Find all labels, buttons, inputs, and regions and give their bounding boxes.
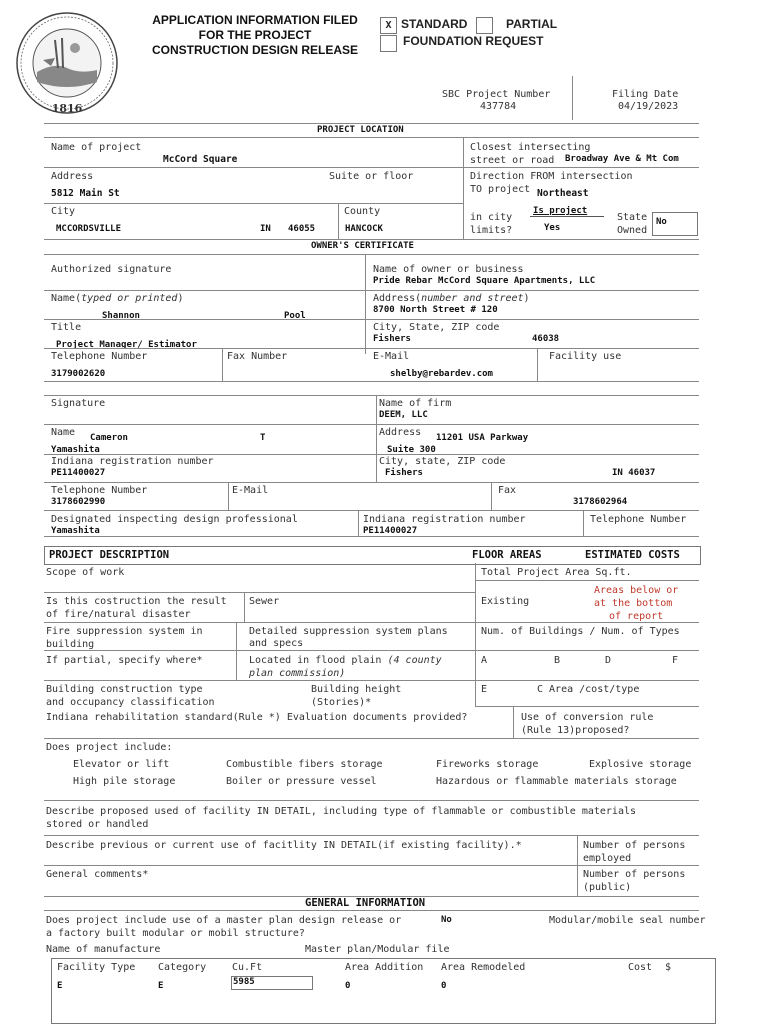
filing-value: 04/19/2023 xyxy=(618,101,679,112)
auth-sig-label: Authorized signature xyxy=(51,264,172,275)
firm-name-field[interactable]: DEEM, LLC xyxy=(379,410,428,420)
detailed-plans-label-2: and specs xyxy=(249,638,304,649)
areas-note-3: of report xyxy=(609,611,664,622)
owner-phone-label: Telephone Number xyxy=(51,351,148,362)
svg-text:1816: 1816 xyxy=(51,102,83,115)
location-heading: PROJECT LOCATION xyxy=(317,125,404,135)
area-col-a: A xyxy=(481,655,488,666)
owner-phone-field[interactable]: 3179002620 xyxy=(51,369,106,379)
owner-title-field[interactable]: Project Manager/ Estimator xyxy=(56,340,197,350)
state-field[interactable]: IN xyxy=(260,224,271,234)
master-plan-label-2: a factory built modular or mobil structure? xyxy=(46,928,305,939)
designer-address-field-1[interactable]: 11201 USA Parkway xyxy=(436,433,529,443)
general-heading: GENERAL INFORMATION xyxy=(305,897,426,909)
foundation-label: FOUNDATION REQUEST xyxy=(403,34,544,48)
num-buildings-label: Num. of Buildings / Num. of Types xyxy=(481,626,680,637)
fire-suppression-label-1: Fire suppression system in xyxy=(46,626,203,637)
flood-plain-label: Located in flood plain (4 county xyxy=(249,655,442,666)
master-plan-label-1: Does project include use of a master plan design release or xyxy=(46,915,402,926)
city-field[interactable]: MCCORDSVILLE xyxy=(56,224,122,234)
inspector-phone-label: Telephone Number xyxy=(590,514,687,525)
suite-label: Suite or floor xyxy=(329,171,414,182)
address-field[interactable]: 5812 Main St xyxy=(51,188,120,199)
areas-note-2: at the bottom xyxy=(594,598,673,609)
th-facility-type: Facility Type xyxy=(57,962,136,973)
owner-email-label: E-Mail xyxy=(373,351,410,362)
foundation-checkbox[interactable] xyxy=(380,35,397,52)
master-file-label: Master plan/Modular file xyxy=(305,944,450,955)
inspector-reg-label: Indiana registration number xyxy=(363,514,526,525)
title-line-1: APPLICATION INFORMATION FILED xyxy=(152,13,358,27)
conversion-label-2: (Rule 13)proposed? xyxy=(521,725,630,736)
rehab-label: Indiana rehabilitation standard(Rule *) Evaluation documents provided? xyxy=(46,712,468,723)
description-heading: PROJECT DESCRIPTION xyxy=(49,549,170,561)
designer-name-label: Name xyxy=(51,427,76,438)
th-area-remodeled: Area Remodeled xyxy=(441,962,526,973)
existing-label: Existing xyxy=(481,596,530,607)
designer-last-name-field[interactable]: Yamashita xyxy=(51,445,100,455)
owner-email-field[interactable]: shelby@rebardev.com xyxy=(390,369,493,379)
county-field[interactable]: HANCOCK xyxy=(345,224,383,234)
address-label: Address xyxy=(51,171,94,182)
is-project-label: Is project xyxy=(533,206,588,216)
closest-label-1: Closest intersecting xyxy=(470,142,591,153)
designer-city-field[interactable]: Fishers xyxy=(385,468,423,478)
owner-csz-label: City, State, ZIP code xyxy=(373,322,500,333)
designer-fax-field[interactable]: 3178602964 xyxy=(573,497,628,507)
height-label-1: Building height xyxy=(311,684,402,695)
include-hazardous[interactable]: Hazardous or flammable materials storage xyxy=(436,776,677,787)
th-cost: Cost xyxy=(628,962,653,973)
state-seal xyxy=(15,10,119,116)
zip-field[interactable]: 46055 xyxy=(288,224,316,234)
include-label: Does project include: xyxy=(46,742,173,753)
partial-label: PARTIAL xyxy=(506,17,558,31)
construction-type-label-1: Building construction type xyxy=(46,684,203,695)
title-line-3: CONSTRUCTION DESIGN RELEASE xyxy=(151,43,358,57)
area-col-b: B xyxy=(554,655,561,666)
sbc-label: SBC Project Number xyxy=(442,89,551,100)
include-elevator[interactable]: Elevator or lift xyxy=(73,759,170,770)
owner-heading: OWNER'S CERTIFICATE xyxy=(311,241,414,251)
estimated-costs-heading: ESTIMATED COSTS xyxy=(585,549,680,561)
filing-label: Filing Date xyxy=(612,89,679,100)
in-city-label-1: in city xyxy=(470,212,513,223)
public-label-2: (public) xyxy=(583,882,632,893)
in-city-field[interactable]: Yes xyxy=(544,223,561,233)
sewer-label: Sewer xyxy=(249,596,280,607)
previous-use-label: Describe previous or current use of facitlity IN DETAIL(if existing facility).* xyxy=(46,840,522,851)
standard-checkbox[interactable]: X xyxy=(380,17,397,34)
th-cost-symbol: $ xyxy=(665,962,672,973)
designer-address-field-2[interactable]: Suite 300 xyxy=(387,445,436,455)
owner-address-field[interactable]: 8700 North Street # 120 xyxy=(373,305,498,315)
state-owned-label-2: Owned xyxy=(617,225,648,236)
manufacture-label: Name of manufacture xyxy=(46,944,161,955)
project-name-label: Name of project xyxy=(51,142,142,153)
direction-label-2: TO project xyxy=(470,184,531,195)
closest-label-2: street or road xyxy=(470,155,555,166)
areas-note-1: Areas below or xyxy=(594,585,679,596)
owner-first-name-field[interactable]: Shannon xyxy=(102,311,140,321)
area-col-f: F xyxy=(672,655,679,666)
employed-label-1: Number of persons xyxy=(583,840,686,851)
owner-fax-label: Fax Number xyxy=(227,351,288,362)
public-label-1: Number of persons xyxy=(583,869,686,880)
designer-phone-field[interactable]: 3178602990 xyxy=(51,497,106,507)
owner-name-typed-label: Name(typed or printed) xyxy=(51,293,184,304)
owner-title-label: Title xyxy=(51,322,82,333)
proposed-use-label-1: Describe proposed used of facility IN DETAIL, including type of flammable or combustible materials xyxy=(46,806,637,817)
comments-label: General comments* xyxy=(46,869,149,880)
conversion-label-1: Use of conversion rule xyxy=(521,712,654,723)
modular-seal-label: Modular/mobile seal number xyxy=(549,915,706,926)
scope-label: Scope of work xyxy=(46,567,125,578)
detailed-plans-label-1: Detailed suppression system plans xyxy=(249,626,448,637)
standard-label: STANDARD xyxy=(401,17,468,31)
designer-reg-field[interactable]: PE11400027 xyxy=(51,468,106,478)
include-high-pile[interactable]: High pile storage xyxy=(73,776,176,787)
fire-suppression-label-2: building xyxy=(46,639,95,650)
employed-label-2: employed xyxy=(583,853,632,864)
owner-name-label: Name of owner or business xyxy=(373,264,524,275)
in-city-label-2: limits? xyxy=(470,225,513,236)
direction-field[interactable]: Northeast xyxy=(537,188,589,199)
td-area-remodeled[interactable]: 0 xyxy=(441,981,447,991)
disaster-label-2: of fire/natural disaster xyxy=(46,609,191,620)
designer-first-name-field[interactable]: Cameron xyxy=(90,433,128,443)
designer-csz-label: City, state, ZIP code xyxy=(379,456,506,467)
designer-phone-label: Telephone Number xyxy=(51,485,148,496)
td-cuft[interactable]: 5985 xyxy=(231,976,313,990)
area-col-e: E xyxy=(481,684,488,695)
designer-signature-label: Signature xyxy=(51,398,106,409)
th-cuft: Cu.Ft xyxy=(232,962,263,973)
state-owned-field[interactable]: No xyxy=(652,212,698,236)
title-line-2: FOR THE PROJECT xyxy=(198,28,312,42)
area-col-d: D xyxy=(605,655,612,666)
floor-areas-heading: FLOOR AREAS xyxy=(472,549,542,561)
firm-name-label: Name of firm xyxy=(379,398,452,409)
designer-address-label: Address xyxy=(379,427,422,438)
master-plan-field[interactable]: No xyxy=(441,915,452,925)
include-fireworks[interactable]: Fireworks storage xyxy=(436,759,539,770)
disaster-label-1: Is this costruction the result xyxy=(46,596,227,607)
height-label-2: (Stories)* xyxy=(311,697,372,708)
construction-type-label-2: and occupancy classification xyxy=(46,697,215,708)
c-area-label: C Area /cost/type xyxy=(537,684,640,695)
county-label: County xyxy=(344,206,381,217)
th-area-addition: Area Addition xyxy=(345,962,424,973)
designer-email-label: E-Mail xyxy=(232,485,269,496)
designer-mi-field[interactable]: T xyxy=(260,433,266,443)
designer-reg-label: Indiana registration number xyxy=(51,456,214,467)
inspector-reg-field[interactable]: PE11400027 xyxy=(363,526,418,536)
facility-use-label: Facility use xyxy=(549,351,622,362)
owner-zip-field[interactable]: 46038 xyxy=(532,334,560,344)
flood-plain-label-2: plan commission) xyxy=(249,668,346,679)
th-category: Category xyxy=(158,962,207,973)
closest-field[interactable]: Broadway Ave & Mt Com xyxy=(565,154,679,164)
owner-city-field[interactable]: Fishers xyxy=(373,334,411,344)
state-owned-label-1: State xyxy=(617,212,648,223)
include-explosive[interactable]: Explosive storage xyxy=(589,759,692,770)
direction-label-1: Direction FROM intersection xyxy=(470,171,633,182)
td-category[interactable]: E xyxy=(158,981,164,991)
td-area-addition[interactable]: 0 xyxy=(345,981,351,991)
designer-fax-label: Fax xyxy=(498,485,517,496)
owner-name-field[interactable]: Pride Rebar McCord Square Apartments, LLC xyxy=(373,276,596,286)
owner-address-label: Address(number and street) xyxy=(373,293,530,304)
designer-state-zip-field[interactable]: IN 46037 xyxy=(612,468,656,478)
td-facility-type[interactable]: E xyxy=(57,981,63,991)
form-title xyxy=(148,13,362,58)
owner-last-name-field[interactable]: Pool xyxy=(284,311,306,321)
include-combustible[interactable]: Combustible fibers storage xyxy=(226,759,383,770)
inspector-label: Designated inspecting design professional xyxy=(51,514,298,525)
partial-specify-label: If partial, specify where* xyxy=(46,655,203,666)
total-area-label: Total Project Area Sq.ft. xyxy=(481,567,632,578)
project-name-field[interactable]: McCord Square xyxy=(163,154,238,165)
city-label: City xyxy=(51,206,76,217)
inspector-field[interactable]: Yamashita xyxy=(51,526,100,536)
partial-checkbox[interactable] xyxy=(476,17,493,34)
sbc-value: 437784 xyxy=(480,101,517,112)
include-boiler[interactable]: Boiler or pressure vessel xyxy=(226,776,377,787)
proposed-use-label-2: stored or handled xyxy=(46,819,149,830)
